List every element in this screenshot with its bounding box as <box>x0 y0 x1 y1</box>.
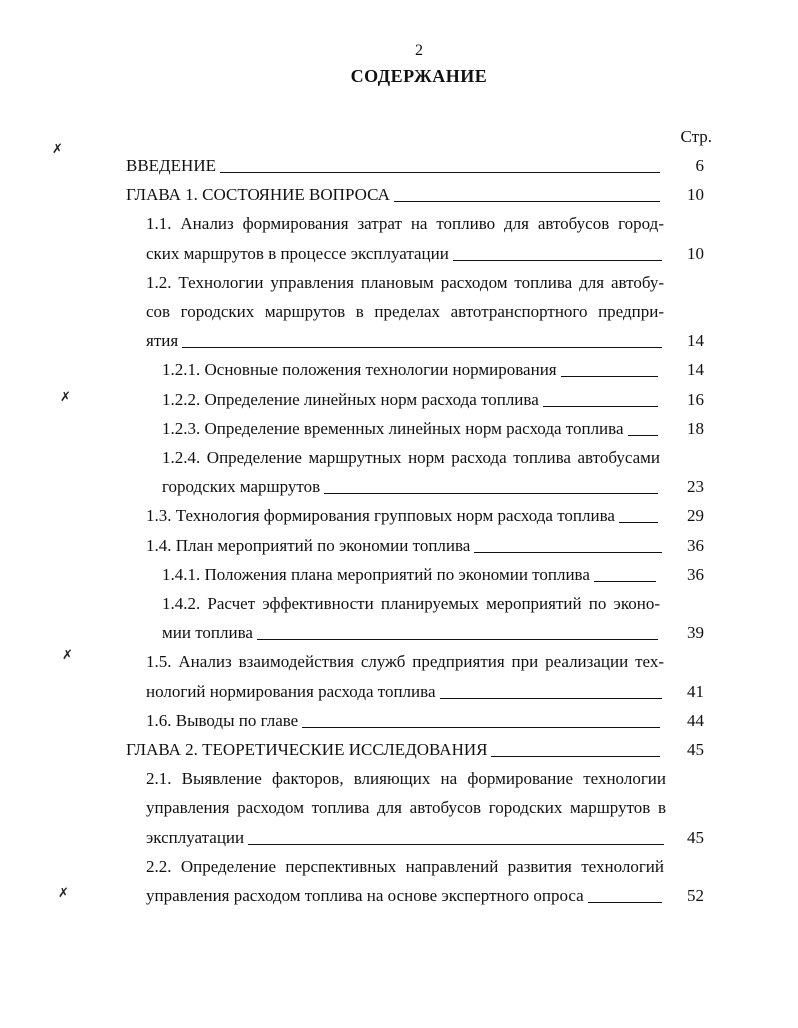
toc-page-number: 10 <box>687 185 704 205</box>
page-number: 2 <box>415 42 423 59</box>
leader-line <box>220 151 660 173</box>
toc-entry-text: 1.2.3. Определение временных линейных норм расхода топлива <box>162 418 624 438</box>
toc-page-number: 16 <box>687 389 704 409</box>
toc-entry-text: 1.5. Анализ взаимодействия служб предприятия при реализации тех- <box>146 652 664 672</box>
toc-entry-text: ятия <box>146 331 179 351</box>
leader-line <box>561 355 658 377</box>
margin-mark-icon: ✗ <box>60 390 71 405</box>
toc-entry-text: 1.4.1. Положения плана мероприятий по экономии топлива <box>162 564 590 584</box>
toc-entry-text: сов городских маршрутов в пределах автотранспортного предпри- <box>146 302 664 321</box>
toc-entry-line <box>162 355 660 384</box>
toc-entry-text: нологий нормирования расхода топлива <box>146 681 436 701</box>
leader-line <box>594 560 656 582</box>
toc-page-number: 36 <box>687 564 704 584</box>
toc-entry-text: 1.2.1. Основные положения технологии нормирования <box>162 360 557 380</box>
page-title: СОДЕРЖАНИЕ <box>350 66 488 86</box>
leader-line <box>628 414 659 436</box>
toc-entry-text: ГЛАВА 2. ТЕОРЕТИЧЕСКИЕ ИССЛЕДОВАНИЯ <box>126 740 488 759</box>
toc-entry-line <box>162 560 658 589</box>
toc-entry-line <box>146 209 664 238</box>
toc-entry-text: городских маршрутов <box>162 477 321 497</box>
toc-entry-line <box>146 268 664 297</box>
toc-entry-text: управления расходом топлива на основе экспертного опроса <box>146 886 584 905</box>
toc-page-number: 44 <box>687 710 704 730</box>
toc-entry-text: 1.4. План мероприятий по экономии топлива <box>146 535 471 555</box>
toc-entry-line <box>146 501 660 530</box>
leader-line <box>543 385 658 407</box>
toc-page-number: 45 <box>687 827 704 847</box>
toc-page-number: 29 <box>687 506 704 526</box>
leader-line <box>324 472 658 494</box>
toc-entry-text: 1.6. Выводы по главе <box>146 710 299 730</box>
toc-entry-text: 1.2.2. Определение линейных норм расхода топлива <box>162 389 539 409</box>
toc-entry-line <box>162 443 660 472</box>
toc-entry-line <box>146 647 664 676</box>
leader-line <box>302 706 660 728</box>
toc-entry-text: ских маршрутов в процессе эксплуатации <box>146 243 449 263</box>
toc-entry-line <box>126 180 662 209</box>
margin-mark-icon: ✗ <box>52 142 63 157</box>
toc-page-number: 14 <box>687 331 704 351</box>
toc-page-number: 14 <box>687 360 704 380</box>
toc-entry-text: 1.1. Анализ формирования затрат на топливо для автобусов город- <box>146 214 664 234</box>
leader-line <box>394 180 660 202</box>
toc-entry-line <box>146 793 666 822</box>
toc-entry-line <box>146 239 664 268</box>
leader-line <box>453 239 662 261</box>
toc-entry-line <box>162 472 660 501</box>
leader-line <box>619 501 658 523</box>
leader-line <box>491 735 660 757</box>
toc-entry-line <box>146 531 664 560</box>
leader-line <box>248 823 664 845</box>
toc-page-number: 18 <box>687 418 704 438</box>
toc-entry-text: эксплуатации <box>146 827 245 847</box>
toc-entry-text: ГЛАВА 1. СОСТОЯНИЕ ВОПРОСА <box>126 185 390 205</box>
toc-entry-text: 2.2. Определение перспективных направлений развития технологий <box>146 856 664 876</box>
toc-entry-text: мии топлива <box>162 623 253 643</box>
toc-entry-line <box>146 852 664 881</box>
toc-entry-line <box>146 297 664 326</box>
toc-entry-line <box>162 589 660 618</box>
toc-entry-text: 1.4.2. Расчет эффективности планируемых мероприятий по эконо- <box>162 594 660 613</box>
toc-entry-line <box>146 706 662 735</box>
margin-mark-icon: ✗ <box>58 886 69 901</box>
toc-page-number: 45 <box>687 740 704 759</box>
leader-line <box>257 618 658 640</box>
toc-page-number: 10 <box>687 243 704 263</box>
leader-line <box>588 881 662 903</box>
leader-line <box>182 326 662 348</box>
leader-line <box>474 531 662 553</box>
toc-entry-text: 1.2. Технологии управления плановым расходом топлива для автобу- <box>146 272 664 292</box>
toc-entry-line <box>162 618 660 647</box>
toc-page-number: 52 <box>687 886 704 905</box>
toc-entry-line <box>162 414 660 443</box>
toc-entry-text: 1.2.4. Определение маршрутных норм расхода топлива автобусами <box>162 448 660 467</box>
toc-entry-line <box>162 385 660 414</box>
toc-entry-line <box>146 881 664 910</box>
toc-entry-line <box>146 823 666 852</box>
toc-entry-line <box>146 677 664 706</box>
margin-mark-icon: ✗ <box>62 648 73 663</box>
page-column-label: Стр. <box>680 127 712 146</box>
toc-page-number: 41 <box>687 681 704 701</box>
toc-entry-line <box>146 764 666 793</box>
toc-entry-text: ВВЕДЕНИЕ <box>126 156 216 175</box>
toc-entry-text: управления расходом топлива для автобусов городских маршрутов в <box>146 798 666 818</box>
toc-entry-line <box>146 326 664 355</box>
toc-page-number: 36 <box>687 535 704 555</box>
leader-line <box>440 677 663 699</box>
toc-entry-line <box>126 151 662 180</box>
toc-page-number: 23 <box>687 477 704 497</box>
toc-entry-text: 1.3. Технология формирования групповых норм расхода топлива <box>146 506 615 526</box>
toc-page-number: 39 <box>687 623 704 643</box>
toc-page-number: 6 <box>695 156 704 175</box>
toc-entry-line <box>126 735 662 764</box>
toc-entry-text: 2.1. Выявление факторов, влияющих на формирование технологии <box>146 769 666 789</box>
